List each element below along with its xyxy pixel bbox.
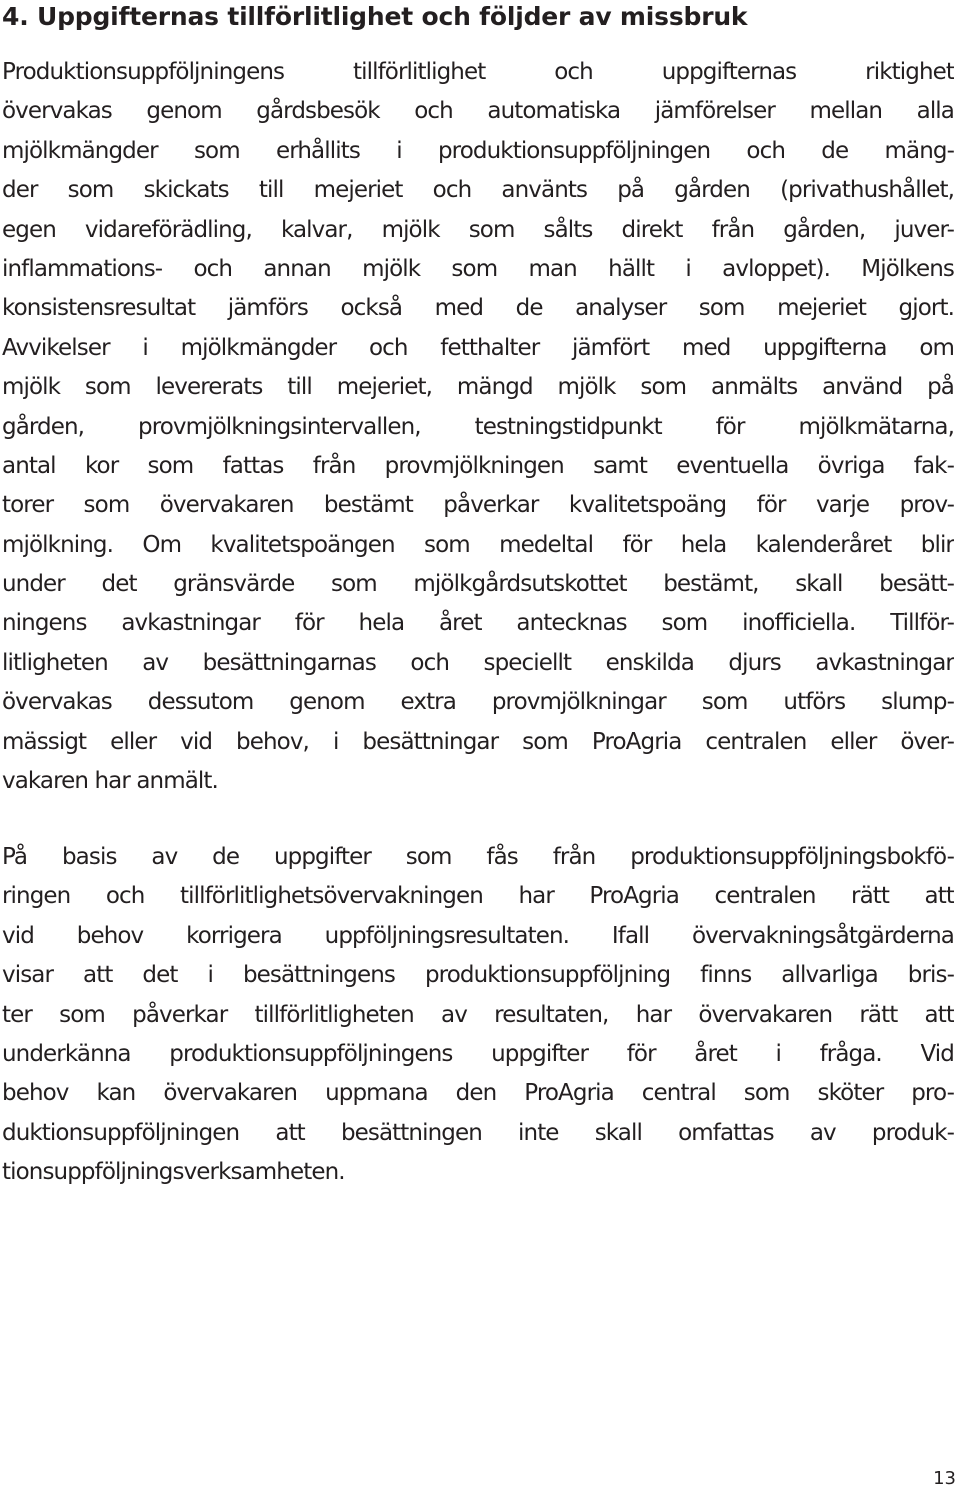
paragraph-line: övervakas genom gårdsbesök och automatiska jämförelser mellan alla	[2, 98, 954, 125]
paragraph-line: övervakas dessutom genom extra provmjölkningar som utförs slump-	[2, 689, 954, 716]
paragraph-line: ter som påverkar tillförlitligheten av resultaten, har övervakaren rätt att	[2, 1001, 954, 1028]
paragraph-line: behov kan övervakaren uppmana den ProAgria central som sköter pro-	[2, 1080, 954, 1107]
paragraph-line: torer som övervakaren bestämt påverkar kvalitetspoäng för varje prov-	[2, 492, 954, 519]
paragraph-line: mässigt eller vid behov, i besättningar som ProAgria centralen eller över-	[2, 728, 954, 755]
paragraph-line: På basis av de uppgifter som fås från produktionsuppföljningsbokfö-	[2, 844, 954, 870]
paragraph-line: ringen och tillförlitlighetsövervakningen har ProAgria centralen rätt att	[2, 883, 954, 910]
paragraph-line: mjölkning. Om kvalitetspoängen som medeltal för hela kalenderåret blir	[2, 531, 954, 558]
paragraph-line: Produktionsuppföljningens tillförlitlighet och uppgifternas riktighet	[2, 59, 954, 85]
paragraph-line: der som skickats till mejeriet och använts på gården (privathushållet,	[2, 177, 954, 204]
page-number: 13	[933, 1468, 956, 1489]
paragraph-line: underkänna produktionsuppföljningens uppgifter för året i fråga. Vid	[2, 1040, 954, 1067]
paragraph-line: inflammations- och annan mjölk som man hällt i avloppet). Mjölkens	[2, 255, 954, 282]
paragraph-line: gården, provmjölkningsintervallen, testningstidpunkt för mjölkmätarna,	[2, 413, 954, 440]
paragraph-line: under det gränsvärde som mjölkgårdsutskottet bestämt, skall besätt-	[2, 571, 954, 598]
paragraph-line: vid behov korrigera uppföljningsresultaten. Ifall övervakningsåtgärderna	[2, 922, 954, 949]
paragraph-line: vakaren har anmält.	[2, 768, 218, 795]
paragraph-line: mjölkmängder som erhållits i produktionsuppföljningen och de mäng-	[2, 137, 954, 164]
paragraph-line: egen vidareförädling, kalvar, mjölk som sålts direkt från gården, juver-	[2, 216, 954, 243]
paragraph-reliability-monitoring	[2, 53, 954, 801]
paragraph-line: tionsuppföljningsverksamheten.	[2, 1159, 345, 1186]
section-heading: 4. Uppgifternas tillförlitlighet och följder av missbruk	[2, 2, 748, 31]
paragraph-line: duktionsuppföljningen att besättningen inte skall omfattas av produk-	[2, 1119, 954, 1146]
paragraph-line: ningens avkastningar för hela året antecknas som inofficiella. Tillför-	[2, 610, 954, 637]
paragraph-line: litligheten av besättningarnas och speciellt enskilda djurs avkastningar	[2, 649, 954, 676]
paragraph-line: konsistensresultat jämförs också med de analyser som mejeriet gjort.	[2, 295, 954, 322]
paragraph-line: visar att det i besättningens produktionsuppföljning finns allvarliga bris-	[2, 962, 954, 989]
paragraph-line: mjölk som levererats till mejeriet, mängd mjölk som anmälts använd på	[2, 374, 954, 401]
paragraph-line: antal kor som fattas från provmjölkningen samt eventuella övriga fak-	[2, 452, 954, 479]
paragraph-line: Avvikelser i mjölkmängder och fetthalter jämfört med uppgifterna om	[2, 334, 954, 361]
paragraph-corrections	[2, 838, 954, 1193]
